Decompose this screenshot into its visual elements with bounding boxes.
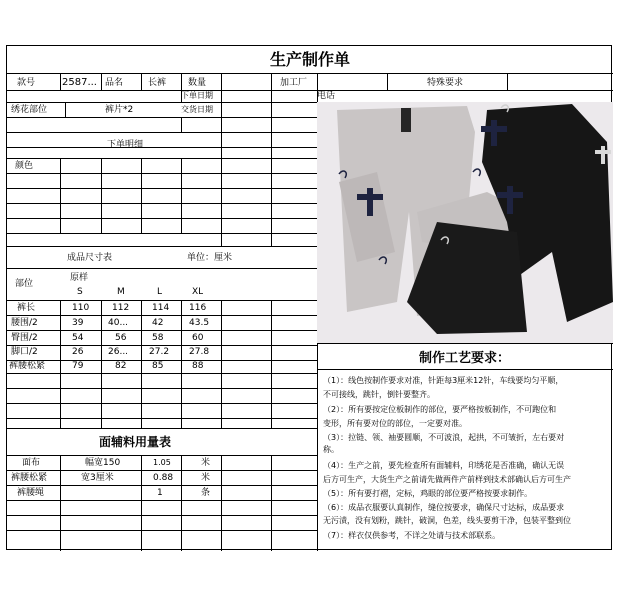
material-unit: 条 [201,488,211,498]
size-value: 56 [115,333,127,343]
process-line: （5）：所有要打褶，定标，鸡眼的部位要严格按要求制作。 [323,489,533,498]
size-l-header: L [157,287,163,297]
material-spec: 宽3厘米 [81,473,114,483]
size-value: 112 [112,303,130,313]
process-line: （6）：成品衣服要认真制作，缝位按要求，确保尺寸达标，成品要求 [323,503,565,512]
process-line: （2）：所有要按定位板制作的部位，要严格按板制作，不可跑位和 [323,405,557,414]
material-name: 裤腰松紧 [11,473,48,483]
material-unit: 米 [201,473,211,483]
style-no-value: 2587... [62,77,97,88]
row-name: 裤腰松紧 [9,361,46,371]
size-value: 26 [72,347,84,357]
materials-title: 面辅料用量表 [99,435,172,449]
embroidery-position-label: 绣花部位 [11,105,48,115]
material-name: 面布 [22,458,41,468]
row-name: 腰围/2 [11,318,38,328]
row-name: 臀围/2 [11,333,38,343]
row-name: 裤长 [17,303,36,313]
size-value: 79 [72,361,84,371]
process-line: 变形，所有要对位的部位，一定要对准。 [323,419,467,428]
size-s-header: S [77,287,83,297]
phone-label: 电话 [317,91,336,101]
row-name: 脚口/2 [11,347,38,357]
process-line: （4）：生产之前，要先检查所有面辅料，印绣花是否准确，确认无误 [323,461,565,470]
process-line: （1）：线色按制作要求对准，针距每3厘米12针，车线要均匀平顺， [323,376,564,385]
material-amount: 1 [157,488,163,498]
process-title: 制作工艺要求： [419,351,511,366]
embroidery-position-value: 裤片*2 [105,105,134,115]
material-name: 裤腰绳 [17,488,45,498]
order-date-label: 下单日期 [181,91,213,100]
size-value: 116 [189,303,207,313]
process-line: （7）：样衣仅供参考，不详之处请与技术部联系。 [323,531,501,540]
size-value: 54 [72,333,84,343]
size-value: 58 [152,333,164,343]
production-sheet [6,45,612,550]
size-value: 27.8 [189,347,210,357]
size-value: 40... [108,318,129,328]
size-value: 42 [152,318,164,328]
process-line: 无污渍，没有划粉，跳针，破洞，色差，线头要剪干净，包装平整到位 [323,516,571,525]
product-label: 品名 [105,78,124,88]
size-table-title: 成品尺寸表 [67,253,113,263]
special-requirements-label: 特殊要求 [427,78,464,88]
process-line: 称。 [323,445,339,454]
size-value: 82 [115,361,127,371]
sample-label: 原样 [70,273,89,283]
style-no-label: 款号 [17,78,36,88]
process-line: 不可接线，跳针，倒针要整齐。 [323,390,435,399]
material-spec: 幅宽150 [85,458,121,468]
size-value: 88 [192,361,204,371]
order-detail-title: 下单明细 [107,140,144,150]
size-value: 110 [72,303,90,313]
sweatpants-illustration [317,102,613,343]
size-value: 114 [152,303,170,313]
product-photo [317,102,613,343]
quantity-label: 数量 [188,78,207,88]
factory-label: 加工厂 [280,78,308,88]
material-unit: 米 [201,458,211,468]
material-amount: 0.88 [153,473,174,483]
delivery-date-label: 交货日期 [181,105,213,114]
size-value: 85 [152,361,164,371]
size-value: 43.5 [189,318,210,328]
size-value: 60 [192,333,204,343]
material-amount: 1.05 [153,458,171,467]
size-value: 27.2 [149,347,170,357]
color-label: 颜色 [15,161,34,171]
size-value: 39 [72,318,84,328]
part-label: 部位 [15,279,34,289]
size-m-header: M [117,287,125,297]
size-xl-header: XL [192,287,204,297]
sheet-title: 生产制作单 [7,46,613,74]
size-unit: 单位：厘米 [187,253,233,263]
product-value: 长裤 [148,78,167,88]
process-line: 后方可生产，大货生产之前请先做两件产前样到技术部确认后方可生产 [323,475,571,484]
size-value: 26... [108,347,129,357]
process-line: （3）：拉链、领、袖要圆顺，不可波浪，起拱，不可皱折，左右要对 [323,433,565,442]
